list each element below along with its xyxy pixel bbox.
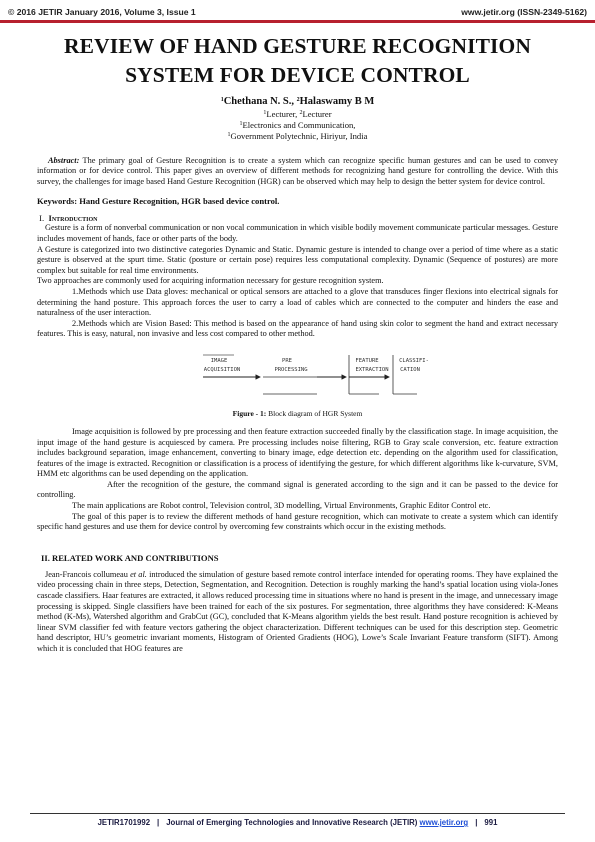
aff-text: Lecturer [302, 109, 332, 119]
running-header [8, 7, 587, 19]
text-run: introduced the simulation of gesture based remote control interface intended for operating rooms. They have explained the video processing chain in three steps, Detection, Segmentation, and Recognition. Detection is roughly marking the hand’s spatial location using viola-Jones cascade classifiers. Haar features are extracted, it allows reduced processing time in situations where no hand is present in the image, and unnecessary image processing is skipped. Single classifiers have been trained for each of the six postures. For segmentation, three algorithms they have considered: K-Means method (K-Ms), Watershed algorithm and GrabCut (GC), concluded that K-Means algorithm yields the best result. Hand posture recognition is achieved by linear SVM classifier fed with feature vectors gathering the object characterization. Different techniques can be used for this description step. Geometric hand descriptor, HU’s geometric invariant moments, Histogram of Oriented Gradients (HOG), Lowe’s Scale Invariant Feature transform (SIFT). Among which it is concluded that HOG features are [37, 569, 558, 654]
block-diagram-svg [37, 349, 558, 407]
box-label: CLASSIFI- [399, 357, 429, 364]
paragraph: Gesture is a form of nonverbal communication or non vocal communication in which visible bodily movement communicate particular messages. Gesture includes movement of hands, face or other parts of the body. [37, 223, 558, 243]
header-left: © 2016 JETIR January 2016, Volume 3, Issue 1 [8, 7, 196, 17]
box-label: CATION [400, 366, 420, 373]
box-label: EXTRACTION [355, 366, 389, 373]
box-label: IMAGE [210, 357, 228, 364]
paragraph: After the recognition of the gesture, the command signal is generated according to the sign and it can be passed to the device for controlling. [37, 479, 558, 500]
box-label: PROCESSING [274, 366, 308, 373]
introduction-body [37, 223, 558, 340]
box-label: ACQUISITION [203, 366, 241, 373]
section-heading-introduction [37, 213, 558, 223]
section-number: I. [39, 213, 45, 224]
aff-text: Lecturer, [266, 109, 300, 119]
header-rule [0, 20, 595, 23]
aff-sup: 2 [299, 110, 303, 116]
abstract-text: The primary goal of Gesture Recognition is to create a system which can recognize specific human gestures and can be used to convey information or for device control. This paper gives an overview of different methods for recognizing hand gesture for controlling the device. With this survey, the challenges for image based Hand Gesture Recognition (HGR) can be observed which may help to design the better system for device control. [37, 155, 558, 186]
header-right: www.jetir.org (ISSN-2349-5162) [461, 7, 587, 17]
abstract [37, 156, 558, 188]
caption-text: Block diagram of HGR System [266, 408, 363, 418]
paragraph [37, 570, 558, 655]
aff-text: Electronics and Communication, [242, 120, 356, 131]
paragraph: The goal of this paper is to review the different methods of hand gesture recognition, which can motivate to create a system which can identify specific hand gestures and use them for device control by overcoming few constraints which occur in the existing methods. [37, 511, 558, 532]
box-label: FEATURE [355, 357, 379, 364]
paragraph: The main applications are Robot control, Television control, 3D modelling, Virtual Environments, Graphic Editor Control etc. [72, 501, 491, 511]
paragraph: Two approaches are commonly used for acquiring information necessary for gesture recognition system. [37, 276, 384, 286]
paragraph: Image acquisition is followed by pre processing and then feature extraction succeeded finally by the classification stage. In image acquisition, the input image of the hand gesture is acquiesced by camera. Pre processing includes noise filtering, RGB to Gray scale conversion, etc. feature extraction includes background separation, image enhancement, converting to binary image, edge detection etc. depending on the algorithm used for classification, features of the image is extracted. Recognition or classification is a process of identifying the gesture, for which different algorithms like k-curvature, SVM, HMM etc algorithms can be used depending on the application. [37, 426, 558, 479]
affiliation-dept [37, 120, 558, 131]
journal-link[interactable]: www.jetir.org [419, 818, 469, 827]
paragraph: 1.Methods which use Data gloves: mechanical or optical sensors are attached to a glove that transduces finger flexions into electrical signals for determining the hand posture. This approach forces the user to carry a load of cables which are connected to the computer and hinders the ease and naturalness of the user interaction. [37, 286, 558, 318]
affiliation-institute [37, 131, 558, 142]
keywords: Keywords: Hand Gesture Recognition, HGR based device control. [37, 196, 280, 207]
page-content [37, 32, 558, 655]
body-continued [37, 427, 558, 533]
affiliations [37, 109, 558, 143]
abstract-label: Abstract: [48, 155, 80, 165]
affiliation-role [37, 109, 558, 120]
text-run: Jean-Francois collumeau [45, 569, 131, 579]
aff-sup: 1 [227, 132, 231, 139]
block-diagram [37, 349, 558, 407]
authors [37, 96, 558, 107]
figure-caption [37, 409, 558, 418]
page-number: 991 [484, 818, 498, 827]
author1-sup: 1 [220, 97, 224, 103]
text-italic: et al. [130, 569, 147, 579]
footer-rule [30, 813, 565, 814]
author-2: Halaswamy B M [299, 96, 375, 107]
journal-name: Journal of Emerging Technologies and Innovative Research (JETIR) [166, 818, 418, 827]
caption-label: Figure - 1: [232, 408, 267, 418]
running-footer: JETIR1701992 | Journal of Emerging Technologies and Innovative Research (JETIR) www.jetir.org | 991 [97, 818, 498, 827]
section-title: Introduction [48, 213, 98, 224]
paragraph: A Gesture is categorized into two distinctive categories Dynamic and Static. Dynamic gesture is intended to change over a period of time where as a static gesture is observed at the spurt time. Static (posture or certain pose) requires less computational complexity. Dynamic (Sequence of postures) are more complex but suitable for real time environments. [37, 244, 558, 275]
aff-sup: 1 [239, 121, 243, 128]
author-1: Chethana N. S., [223, 96, 297, 107]
aff-sup: 1 [263, 110, 267, 116]
paragraph: 2.Methods which are Vision Based: This method is based on the appearance of hand using skin color to segment the hand and extract necessary features. This is easy, natural, non invasive and less cost compared to other method. [37, 318, 558, 339]
aff-text: Government Polytechnic, Hiriyur, India [230, 131, 368, 142]
paper-id: JETIR1701992 [97, 818, 151, 827]
paper-title: REVIEW OF HAND GESTURE RECOGNITION SYSTEM FOR DEVICE CONTROL [64, 34, 531, 87]
section-heading-related-work: II. RELATED WORK AND CONTRIBUTIONS [41, 552, 219, 563]
box-label: PRE [282, 357, 292, 364]
related-work-body [37, 570, 558, 655]
author2-sup: 2 [296, 97, 300, 103]
